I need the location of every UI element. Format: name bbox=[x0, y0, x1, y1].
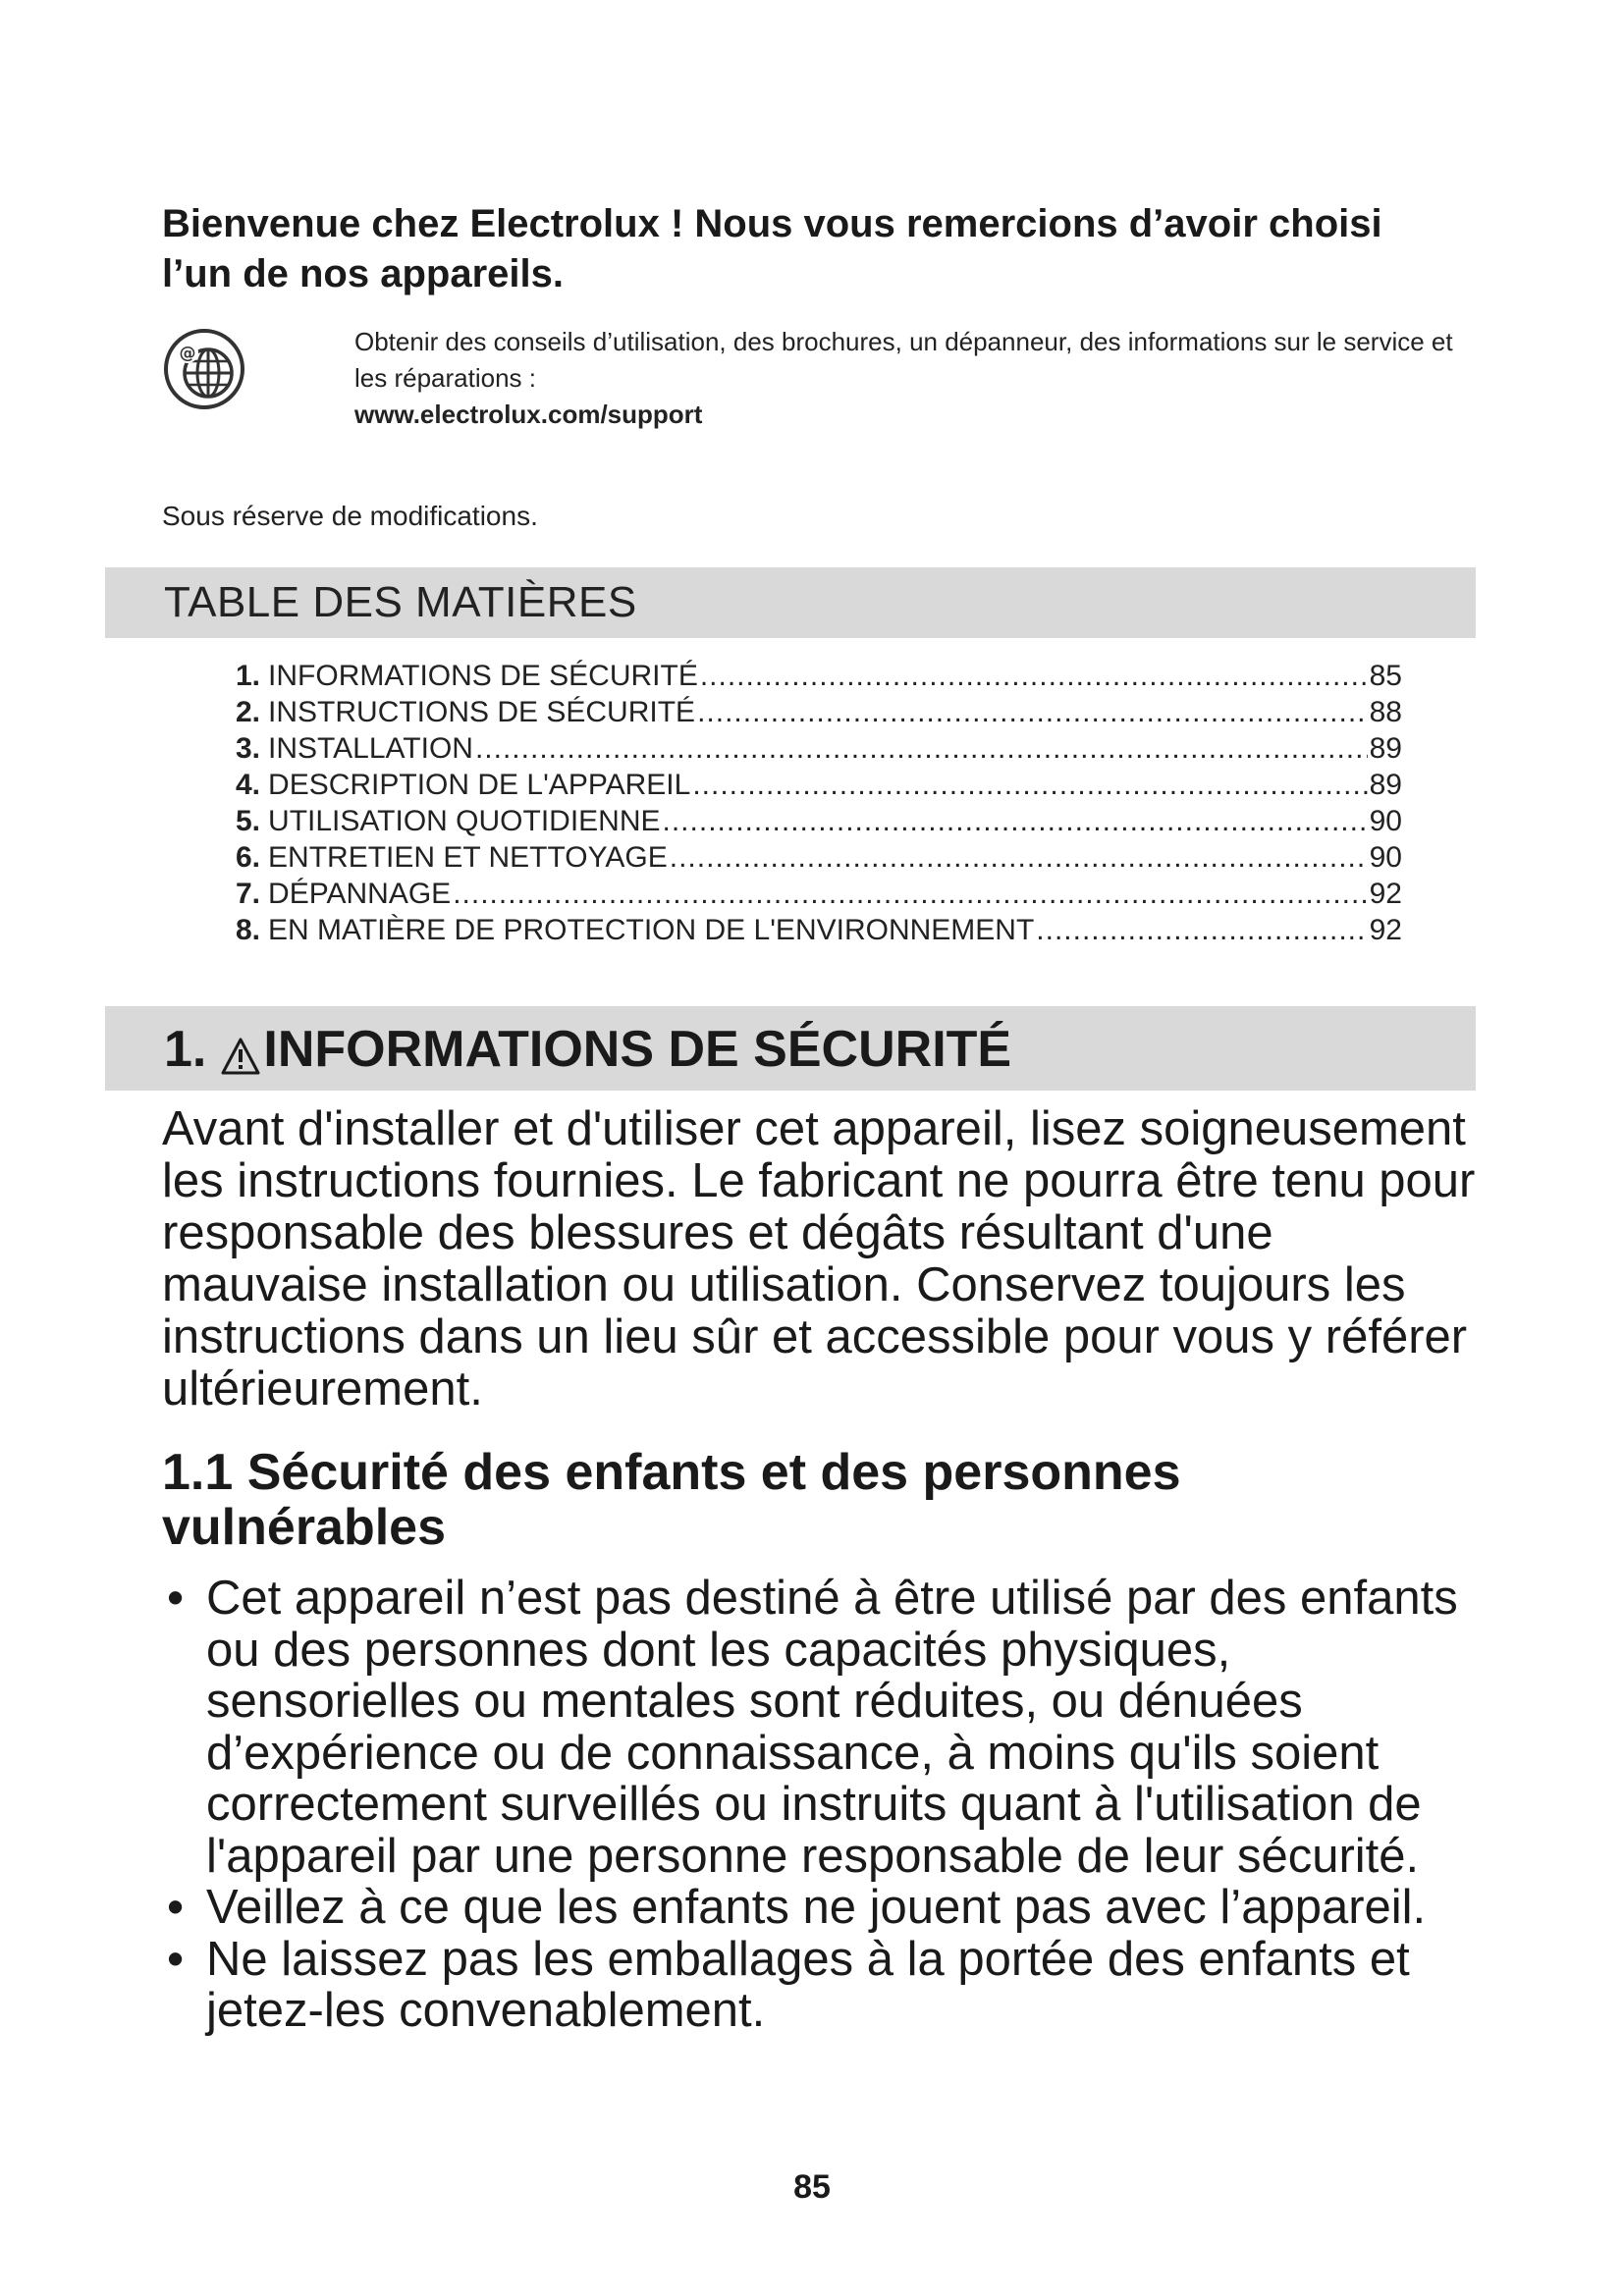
disclaimer-text: Sous réserve de modifications. bbox=[162, 501, 538, 531]
toc-item-page: 90 bbox=[1369, 841, 1402, 874]
toc-item-title: INSTRUCTIONS DE SÉCURITÉ bbox=[268, 696, 696, 728]
toc-item-title: ENTRETIEN ET NETTOYAGE bbox=[268, 841, 668, 874]
toc-item[interactable] bbox=[236, 694, 1402, 730]
support-info bbox=[354, 324, 1464, 433]
toc-item-title: INFORMATIONS DE SÉCURITÉ bbox=[268, 660, 698, 692]
toc-item[interactable] bbox=[236, 803, 1402, 839]
toc-leader-dots bbox=[692, 767, 1367, 803]
toc-item[interactable] bbox=[236, 730, 1402, 767]
toc-item[interactable] bbox=[236, 912, 1402, 948]
safety-bullet-list bbox=[162, 1573, 1483, 2037]
support-description: Obtenir des conseils d’utilisation, des brochures, un dépanneur, des informations sur le service et les réparations : bbox=[354, 327, 1453, 393]
toc-leader-dots bbox=[453, 876, 1367, 912]
safety-intro-paragraph: Avant d'installer et d'utiliser cet appareil, lisez soigneusement les instructions fournies. Le fabricant ne pourra être tenu pour responsable des blessures et dégâts résultant d'une mauvaise installation ou utilisation. Conservez toujours les instructions dans un lieu sûr et accessible pour vous y référer ultérieurement. bbox=[162, 1102, 1476, 1415]
warning-triangle-icon bbox=[220, 1030, 261, 1069]
page-number: 85 bbox=[793, 2168, 831, 2206]
list-item-text: Ne laissez pas les emballages à la portée des enfants et jetez-les convenablement. bbox=[206, 1932, 1410, 2037]
toc-item-page: 92 bbox=[1369, 878, 1402, 910]
toc-item-title: UTILISATION QUOTIDIENNE bbox=[268, 805, 661, 837]
toc-item[interactable] bbox=[236, 876, 1402, 912]
svg-text:@: @ bbox=[179, 344, 196, 363]
section-header-bar bbox=[105, 1006, 1476, 1091]
section-title-text: INFORMATIONS DE SÉCURITÉ bbox=[263, 1021, 1012, 1078]
toc-item[interactable] bbox=[236, 839, 1402, 876]
toc-item-number: 5. bbox=[236, 805, 261, 837]
toc-item-title: INSTALLATION bbox=[268, 732, 473, 765]
toc-leader-dots bbox=[475, 730, 1368, 767]
toc-item-title: DESCRIPTION DE L'APPAREIL bbox=[268, 769, 691, 801]
list-item-text: Veillez à ce que les enfants ne jouent pas avec l’appareil. bbox=[206, 1881, 1427, 1934]
toc-item-page: 89 bbox=[1369, 732, 1402, 765]
toc-leader-dots bbox=[700, 658, 1368, 694]
subsection-heading: 1.1 Sécurité des enfants et des personnes vulnérables bbox=[162, 1444, 1181, 1556]
toc-item-page: 88 bbox=[1369, 696, 1402, 728]
list-item bbox=[162, 1934, 1483, 2037]
support-link[interactable]: www.electrolux.com/support bbox=[354, 400, 703, 429]
toc-leader-dots bbox=[697, 694, 1368, 730]
toc-item-title: DÉPANNAGE bbox=[268, 878, 452, 910]
section-number: 1. bbox=[164, 1021, 207, 1078]
bullet-icon: • bbox=[167, 1932, 185, 1986]
web-globe-icon bbox=[161, 326, 247, 412]
toc-leader-dots bbox=[663, 803, 1368, 839]
toc-leader-dots bbox=[1036, 912, 1367, 948]
toc-item-number: 7. bbox=[236, 878, 261, 910]
toc-item-title: EN MATIÈRE DE PROTECTION DE L'ENVIRONNEMENT bbox=[268, 914, 1035, 946]
toc-item[interactable] bbox=[236, 658, 1402, 694]
toc-item-page: 92 bbox=[1369, 914, 1402, 946]
toc-item-page: 90 bbox=[1369, 805, 1402, 837]
toc-leader-dots bbox=[670, 839, 1368, 876]
toc-item[interactable] bbox=[236, 767, 1402, 803]
list-item-text: Cet appareil n’est pas destiné à être utilisé par des enfants ou des personnes dont les capacités physiques, sensorielles ou mentales sont réduites, ou dénuées d’expérience ou de connaissance, à moins qu'ils soient correctement surveillés ou instruits quant à l'utilisation de l'appareil par une personne responsable de leur sécurité. bbox=[206, 1572, 1458, 1883]
table-of-contents bbox=[236, 658, 1402, 948]
bullet-icon: • bbox=[167, 1572, 185, 1625]
toc-header-bar bbox=[105, 567, 1476, 638]
toc-item-number: 6. bbox=[236, 841, 261, 874]
toc-item-page: 85 bbox=[1369, 660, 1402, 692]
section-title bbox=[164, 1020, 1011, 1079]
toc-item-page: 89 bbox=[1369, 769, 1402, 801]
list-item bbox=[162, 1573, 1483, 1882]
toc-item-number: 2. bbox=[236, 696, 261, 728]
toc-item-number: 4. bbox=[236, 769, 261, 801]
list-item bbox=[162, 1882, 1483, 1934]
toc-item-number: 1. bbox=[236, 660, 261, 692]
toc-heading: TABLE DES MATIÈRES bbox=[164, 578, 637, 626]
toc-item-number: 8. bbox=[236, 914, 261, 946]
welcome-heading: Bienvenue chez Electrolux ! Nous vous remercions d’avoir choisi l’un de nos appareils. bbox=[162, 202, 1382, 295]
toc-item-number: 3. bbox=[236, 732, 261, 765]
bullet-icon: • bbox=[167, 1881, 185, 1934]
